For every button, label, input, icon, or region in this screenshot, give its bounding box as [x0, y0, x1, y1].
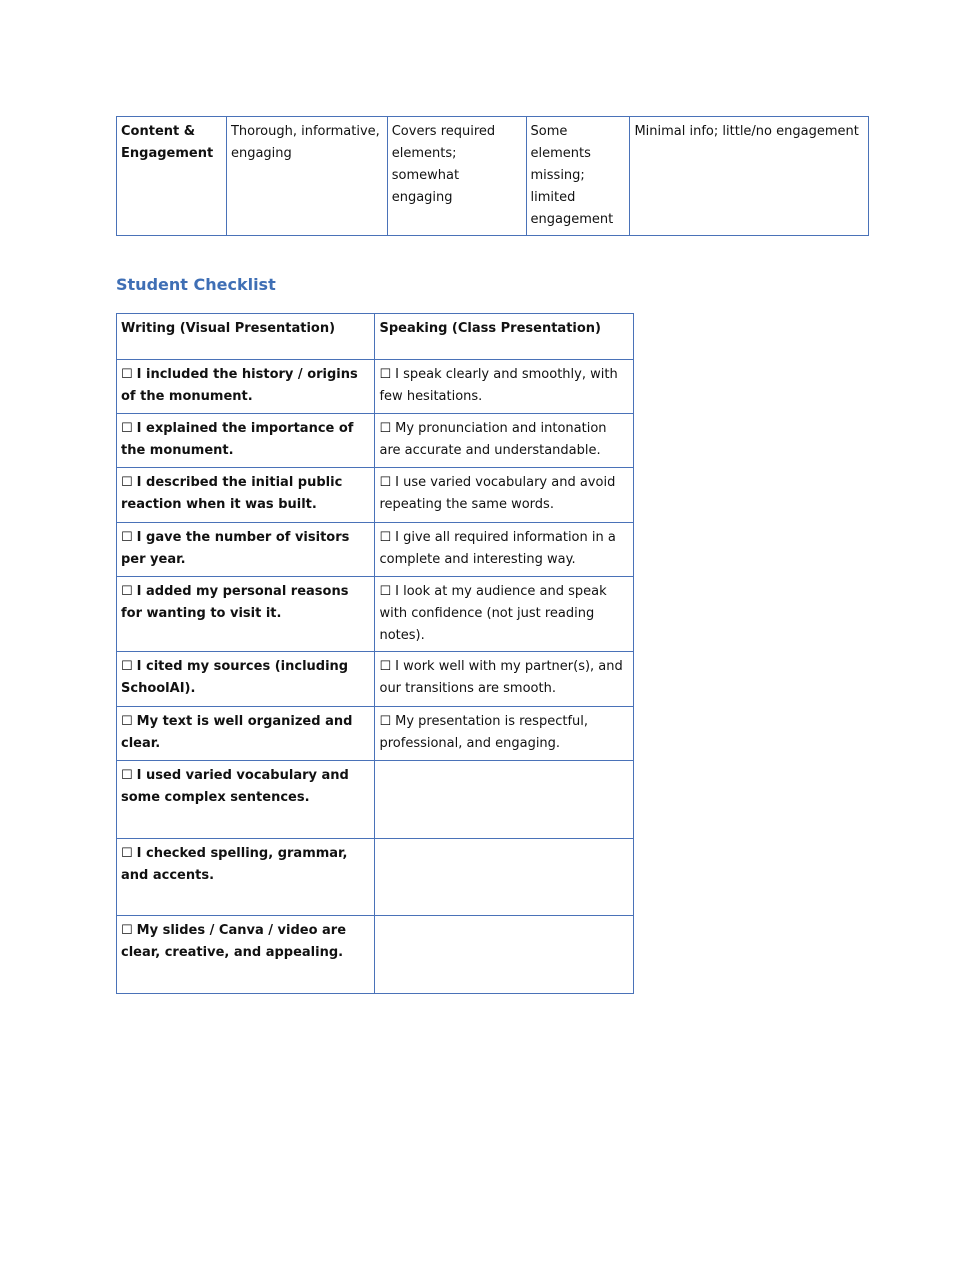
- writing-column-header: Writing (Visual Presentation): [117, 314, 375, 360]
- checklist-row: [117, 761, 634, 839]
- rubric-level-3: Some elements missing; limited engagement: [526, 117, 630, 236]
- writing-checklist-cell: [117, 360, 375, 414]
- rubric-row: [117, 117, 869, 236]
- speaking-checklist-cell: [375, 414, 634, 468]
- speaking-checklist-cell: [375, 360, 634, 414]
- writing-item-text: I gave the number of visitors per year.: [121, 530, 350, 567]
- checklist-row: [117, 360, 634, 414]
- checklist-row: [117, 577, 634, 652]
- checkbox-icon[interactable]: ☐: [121, 846, 133, 861]
- writing-checklist-cell: [117, 523, 375, 577]
- rubric-table: [116, 116, 869, 236]
- checklist-row: [117, 652, 634, 707]
- checkbox-icon[interactable]: ☐: [121, 659, 133, 674]
- writing-item-text: My slides / Canva / video are clear, creative, and appealing.: [121, 923, 347, 960]
- checkbox-icon[interactable]: ☐: [121, 421, 133, 436]
- checkbox-icon[interactable]: ☐: [121, 923, 133, 938]
- speaking-item-text: I give all required information in a complete and interesting way.: [379, 530, 616, 567]
- writing-item-text: I explained the importance of the monument.: [121, 421, 354, 458]
- writing-item-text: I added my personal reasons for wanting to visit it.: [121, 584, 349, 621]
- checkbox-icon[interactable]: ☐: [379, 584, 392, 599]
- speaking-item-text: My pronunciation and intonation are accurate and understandable.: [379, 421, 607, 458]
- speaking-item-text: I speak clearly and smoothly, with few hesitations.: [379, 367, 618, 404]
- writing-item-text: I included the history / origins of the monument.: [121, 367, 358, 404]
- writing-item-text: I described the initial public reaction when it was built.: [121, 475, 343, 512]
- checkbox-icon[interactable]: ☐: [379, 659, 392, 674]
- speaking-checklist-cell: [375, 523, 634, 577]
- speaking-item-text: I use varied vocabulary and avoid repeating the same words.: [379, 475, 616, 512]
- writing-item-text: I checked spelling, grammar, and accents.: [121, 846, 348, 883]
- checklist-table: [116, 313, 634, 994]
- writing-checklist-cell: [117, 468, 375, 523]
- speaking-checklist-cell: [375, 577, 634, 652]
- rubric-level-1: Thorough, informative, engaging: [226, 117, 387, 236]
- checklist-row: [117, 468, 634, 523]
- writing-checklist-cell: [117, 577, 375, 652]
- checklist-row: [117, 707, 634, 761]
- checkbox-icon[interactable]: ☐: [121, 530, 133, 545]
- writing-checklist-cell: [117, 652, 375, 707]
- checkbox-icon[interactable]: ☐: [379, 475, 392, 490]
- speaking-checklist-cell: [375, 652, 634, 707]
- checkbox-icon[interactable]: ☐: [379, 367, 392, 382]
- speaking-item-text: My presentation is respectful, professional, and engaging.: [379, 714, 589, 751]
- checklist-row: [117, 523, 634, 577]
- speaking-checklist-cell: [375, 468, 634, 523]
- rubric-level-4: Minimal info; little/no engagement: [630, 117, 869, 236]
- writing-item-text: My text is well organized and clear.: [121, 714, 353, 751]
- writing-checklist-cell: [117, 916, 375, 994]
- checklist-title: Student Checklist: [116, 275, 276, 294]
- checkbox-icon[interactable]: ☐: [379, 421, 392, 436]
- speaking-checklist-cell: [375, 916, 634, 994]
- rubric-level-2: Covers required elements; somewhat engaging: [387, 117, 526, 236]
- checkbox-icon[interactable]: ☐: [379, 714, 392, 729]
- speaking-item-text: I work well with my partner(s), and our transitions are smooth.: [379, 659, 623, 696]
- checklist-row: [117, 916, 634, 994]
- checkbox-icon[interactable]: ☐: [121, 768, 133, 783]
- speaking-column-header: Speaking (Class Presentation): [375, 314, 634, 360]
- writing-item-text: I used varied vocabulary and some complex sentences.: [121, 768, 349, 805]
- writing-item-text: I cited my sources (including SchoolAI).: [121, 659, 349, 696]
- speaking-checklist-cell: [375, 707, 634, 761]
- speaking-item-text: I look at my audience and speak with confidence (not just reading notes).: [379, 584, 607, 643]
- writing-checklist-cell: [117, 839, 375, 916]
- checkbox-icon[interactable]: ☐: [121, 584, 133, 599]
- checkbox-icon[interactable]: ☐: [379, 530, 392, 545]
- checklist-header-row: [117, 314, 634, 360]
- checklist-row: [117, 839, 634, 916]
- writing-checklist-cell: [117, 761, 375, 839]
- checkbox-icon[interactable]: ☐: [121, 714, 133, 729]
- rubric-criterion: Content & Engagement: [117, 117, 227, 236]
- speaking-checklist-cell: [375, 839, 634, 916]
- writing-checklist-cell: [117, 414, 375, 468]
- checkbox-icon[interactable]: ☐: [121, 475, 133, 490]
- checkbox-icon[interactable]: ☐: [121, 367, 133, 382]
- checklist-row: [117, 414, 634, 468]
- writing-checklist-cell: [117, 707, 375, 761]
- speaking-checklist-cell: [375, 761, 634, 839]
